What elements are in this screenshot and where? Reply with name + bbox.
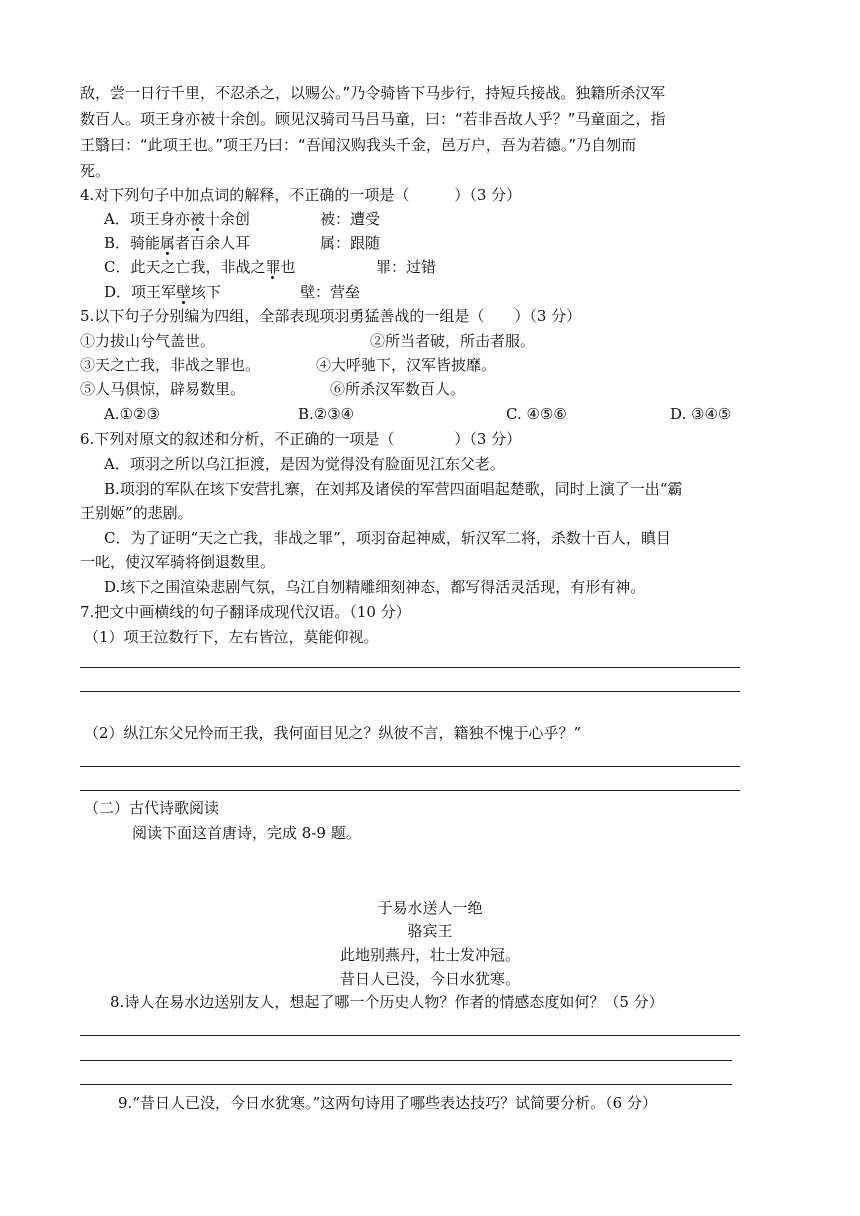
question-7-sub-2: （2）纵江东父兄怜而王我，我何面目见之？纵彼不言，籍独不愧于心乎？” xyxy=(84,724,582,742)
answer-line[interactable] xyxy=(80,1035,740,1036)
answer-line[interactable] xyxy=(80,790,740,791)
section-instruction: 阅读下面这首唐诗，完成 8-9 题。 xyxy=(132,824,361,842)
question-4-option-d: D．项王军壁垓下 xyxy=(104,283,222,301)
question-4-gloss-c: 罪：过错 xyxy=(376,258,437,276)
answer-line[interactable] xyxy=(80,766,740,767)
question-6-stem: 6.下列对原文的叙述和分析，不正确的一项是（ ）（3 分） xyxy=(80,430,522,448)
question-4-option-c: C．此天之亡我，非战之罪也 xyxy=(104,258,296,276)
dotted-word: 被 xyxy=(189,210,205,228)
question-4-gloss-a: 被：遭受 xyxy=(320,210,381,228)
passage-line: 敌，尝一日行千里，不忍杀之，以赐公。”乃令骑皆下马步行，持短兵接战。独籍所杀汉军 xyxy=(80,84,666,102)
section-heading: （二）古代诗歌阅读 xyxy=(84,799,220,817)
question-7-stem: 7.把文中画横线的句子翻译成现代汉语。（10 分） xyxy=(80,603,411,621)
question-4-option-b: B．骑能属者百余人耳 xyxy=(104,234,251,252)
dotted-word: 罪 xyxy=(265,258,281,276)
question-5-item: ①力拔山兮气盖世。 xyxy=(80,332,216,350)
question-6-option: 王别姬”的悲剧。 xyxy=(80,504,193,522)
question-6-option: B.项羽的军队在垓下安营扎寨，在刘邦及诸侯的军营四面唱起楚歌，同时上演了一出“霸 xyxy=(104,480,683,498)
question-5-item: ⑤人马俱惊，辟易数里。 xyxy=(80,380,246,398)
answer-line[interactable] xyxy=(80,1084,732,1085)
answer-line[interactable] xyxy=(80,667,740,668)
question-4-gloss-b: 属：跟随 xyxy=(320,234,381,252)
question-4-stem: 4.对下列句子中加点词的解释，不正确的一项是（ ）（3 分） xyxy=(80,186,522,204)
poem-line: 此地别燕丹，壮士发冲冠。 xyxy=(339,946,520,964)
question-5-choice-a: A.①②③ xyxy=(104,405,160,423)
poem-author: 骆宾王 xyxy=(407,922,453,940)
question-8-stem: 8.诗人在易水边送别友人，想起了哪一个历史人物？作者的情感态度如何？（5 分） xyxy=(110,993,664,1011)
answer-line[interactable] xyxy=(80,1060,732,1061)
question-5-item: ②所当者破，所击者服。 xyxy=(370,332,536,350)
question-6-option: C．为了证明“天之亡我，非战之罪”，项羽奋起神威，斩汉军二将，杀数十百人，瞋目 xyxy=(104,529,671,547)
question-6-option: D.垓下之围渲染悲剧气氛，乌江自刎精雕细刻神态，都写得活灵活现，有形有神。 xyxy=(104,578,646,596)
poem-title: 于易水送人一绝 xyxy=(377,899,483,917)
question-5-stem: 5.以下句子分别编为四组，全部表现项羽勇猛善战的一组是（ ）（3 分） xyxy=(80,307,582,325)
question-5-choice-d: D. ③④⑤ xyxy=(670,405,732,423)
poem-line: 昔日人已没，今日水犹寒。 xyxy=(339,970,520,988)
passage-line: 王翳曰：“此项王也。”项王乃曰：“吾闻汉购我头千金，邑万户，吾为若德。”乃自刎而 xyxy=(80,136,637,154)
dotted-word: 壁 xyxy=(176,283,192,301)
question-4-gloss-d: 壁：营垒 xyxy=(300,283,361,301)
answer-line[interactable] xyxy=(80,691,740,692)
question-6-option: A．项羽之所以乌江拒渡，是因为觉得没有脸面见江东父老。 xyxy=(104,455,505,473)
question-9-stem: 9.“昔日人已没，今日水犹寒。”这两句诗用了哪些表达技巧？试简要分析。（6 分） xyxy=(118,1094,657,1112)
question-4-option-a: A．项王身亦被十余创 xyxy=(104,210,250,228)
question-7-sub-1: （1）项王泣数行下，左右皆泣，莫能仰视。 xyxy=(84,628,379,646)
question-5-item: ④大呼驰下，汉军皆披靡。 xyxy=(316,356,497,374)
dotted-word: 属 xyxy=(160,234,176,252)
question-5-item: ③天之亡我，非战之罪也。 xyxy=(80,356,261,374)
question-6-option: 一叱，使汉军骑将倒退数里。 xyxy=(80,553,276,571)
passage-line: 数百人。项王身亦被十余创。顾见汉骑司马吕马童，曰：“若非吾故人乎？”马童面之，指 xyxy=(80,110,666,128)
question-5-choice-c: C. ④⑤⑥ xyxy=(506,405,567,423)
question-5-item: ⑥所杀汉军数百人。 xyxy=(330,380,466,398)
passage-line: 死。 xyxy=(80,162,111,180)
question-5-choice-b: B.②③④ xyxy=(298,405,355,423)
